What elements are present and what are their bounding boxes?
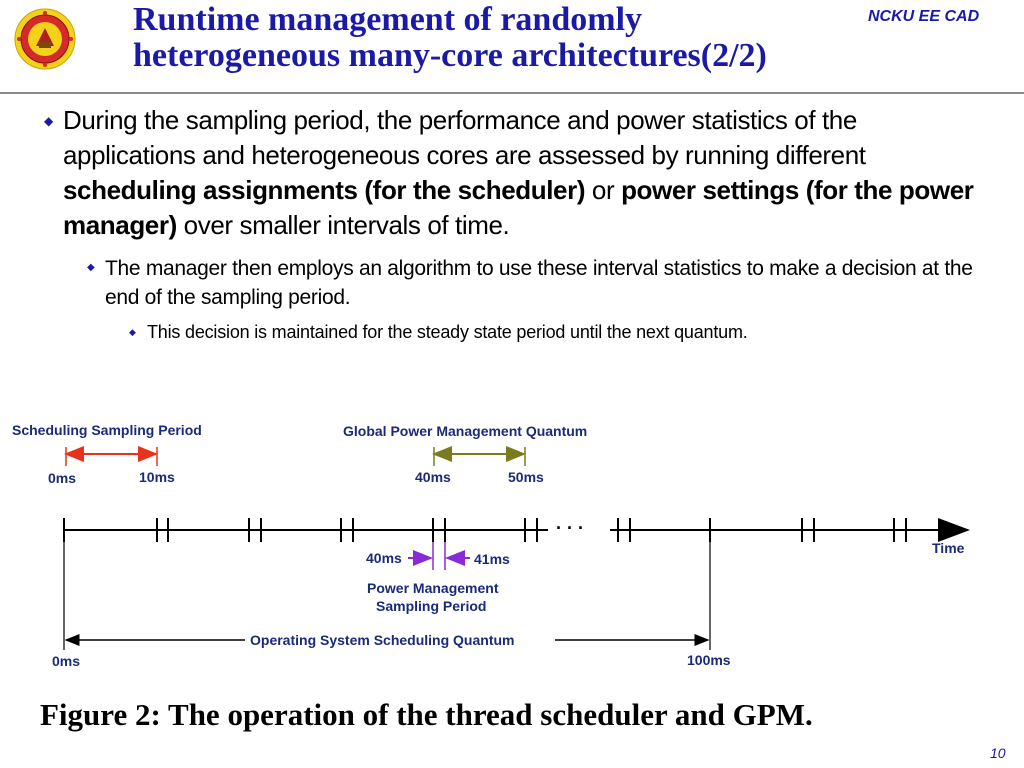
title-divider — [0, 92, 1024, 94]
pms-label-line2: Sampling Period — [376, 598, 487, 614]
figure-caption: Figure 2: The operation of the thread scheduler and GPM. — [40, 697, 813, 732]
bullet-1-bold-b: power settings (for the power manager) — [63, 175, 974, 240]
bullet-1-bold-a: scheduling assignments (for the scheduler) — [63, 175, 586, 205]
page-number: 10 — [990, 745, 1006, 761]
bullet-1-text-a: During the sampling period, the performance and power statistics of the applications and heterogeneous cores are assessed by running different — [63, 105, 866, 170]
ssp-label: Scheduling Sampling Period — [12, 422, 202, 438]
slide-title — [133, 2, 893, 74]
pms-label-line1: Power Management — [367, 580, 499, 596]
timeline-ellipsis: · · · — [556, 518, 584, 538]
title-line-2: heterogeneous many-core architectures(2/2) — [133, 37, 767, 74]
tick-100ms: 100ms — [687, 652, 731, 668]
time-axis-label: Time — [932, 540, 965, 556]
bullet-1-text-c: over smaller intervals of time. — [176, 210, 510, 240]
bullet-level-2: The manager then employs an algorithm to use these interval statistics to make a decision at the end of the sampling period. — [105, 257, 973, 309]
scheduler-gpm-timeline-diagram — [0, 410, 1024, 680]
tick-10ms: 10ms — [139, 469, 175, 485]
title-line-1: Runtime management of randomly — [133, 1, 643, 38]
osq-label: Operating System Scheduling Quantum — [250, 632, 515, 648]
bullet-level-1 — [63, 103, 993, 243]
bullet-diamond-icon: ◆ — [129, 327, 136, 337]
tick-40ms-top: 40ms — [415, 469, 451, 485]
bullet-level-3: This decision is maintained for the steady state period until the next quantum. — [147, 322, 748, 342]
org-label: NCKU EE CAD — [868, 8, 980, 25]
tick-40ms-mid: 40ms — [366, 550, 402, 566]
tick-0ms-bottom: 0ms — [52, 653, 81, 669]
tick-41ms: 41ms — [474, 551, 510, 567]
tick-50ms: 50ms — [508, 469, 544, 485]
bullet-diamond-icon: ◆ — [44, 114, 54, 128]
tick-0ms-top: 0ms — [48, 470, 77, 486]
bullet-1-text-b: or — [585, 175, 622, 205]
gpm-label: Global Power Management Quantum — [343, 423, 588, 439]
bullet-diamond-icon: ◆ — [87, 262, 95, 273]
university-seal-logo — [14, 8, 76, 70]
